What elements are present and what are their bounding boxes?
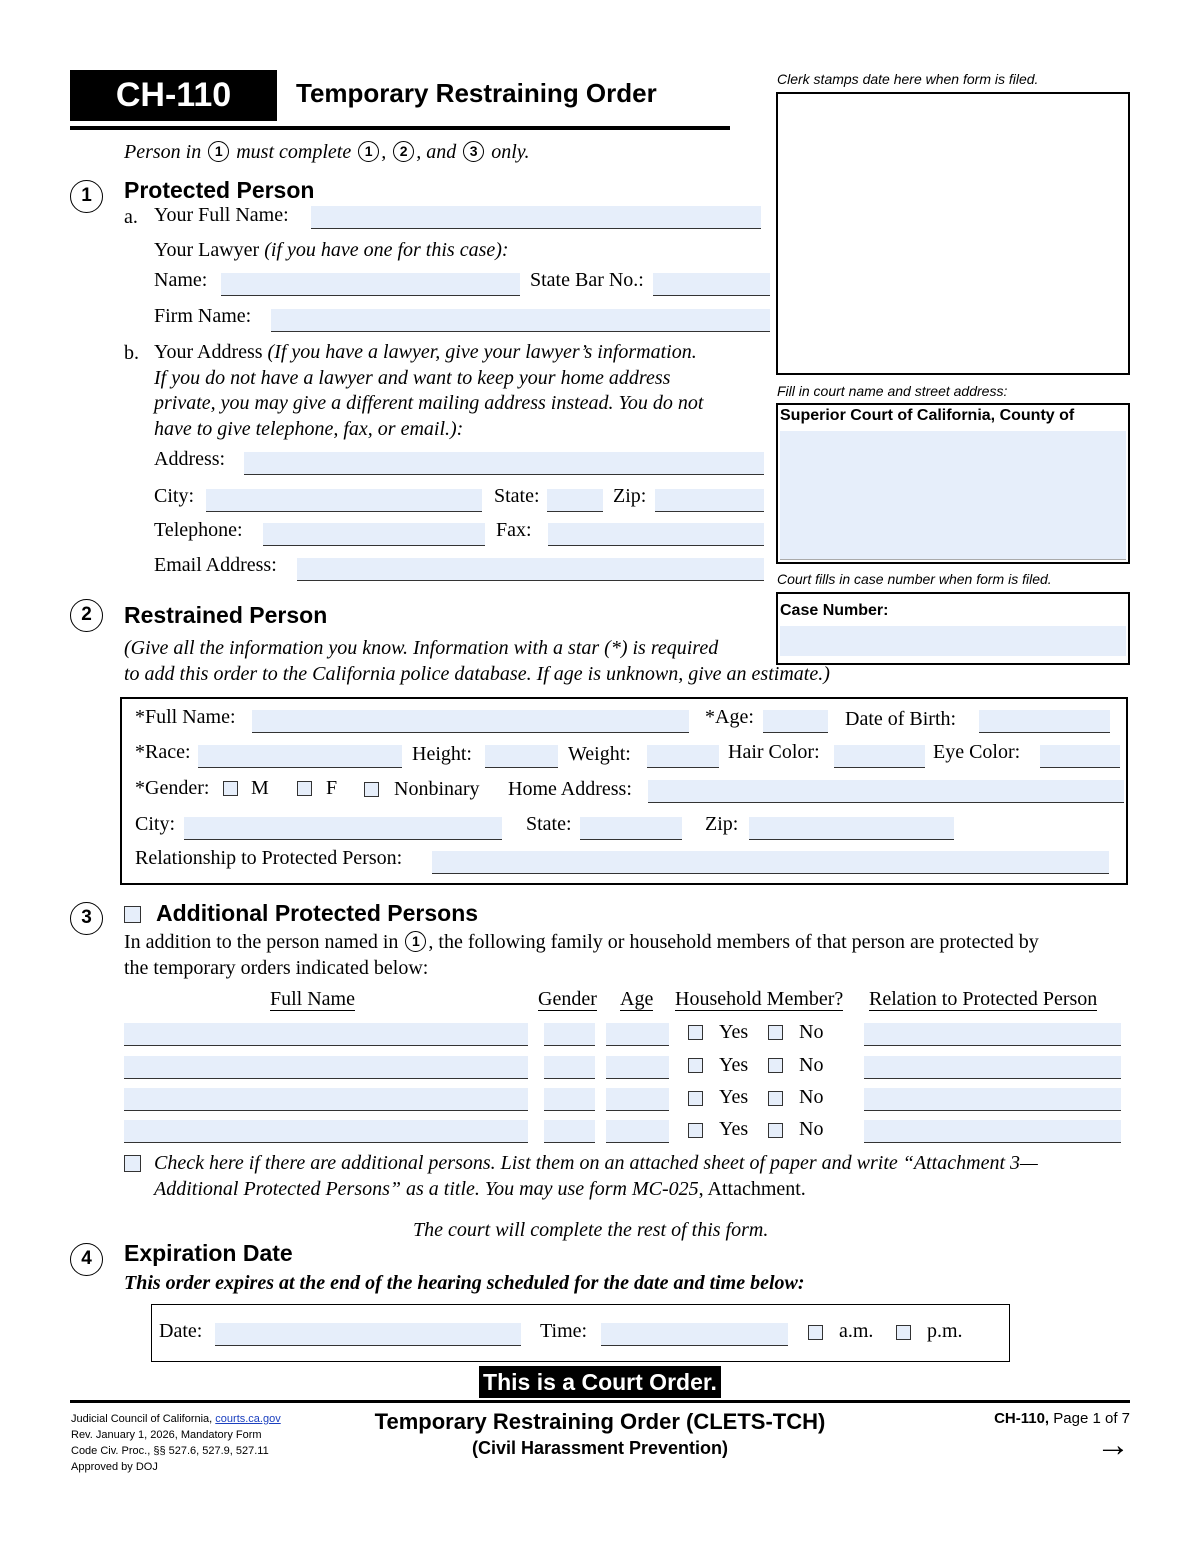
lawyer-name-label: Name: [154,269,208,291]
person-1-yes-label: Yes [719,1021,749,1043]
person-4-yes-checkbox[interactable] [688,1123,703,1138]
your-full-name-label: Your Full Name: [154,204,289,226]
form-title: Temporary Restraining Order [296,78,657,108]
zip-label: Zip: [613,485,647,507]
instr-text-3: , and [416,141,457,163]
rp-state-label: State: [526,813,572,835]
rp-height-field[interactable] [485,745,558,768]
person-3-yes-label: Yes [719,1086,749,1108]
case-number-label: Case Number: [780,602,889,619]
person-2-name-field[interactable] [124,1056,528,1079]
rp-state-field[interactable] [580,817,682,840]
footer-left [71,1411,281,1475]
form-id-badge [70,70,277,121]
person-2-relation-field[interactable] [864,1056,1121,1079]
person-4-relation-field[interactable] [864,1120,1121,1143]
person-2-yes-checkbox[interactable] [688,1058,703,1073]
time-label: Time: [540,1320,588,1342]
time-field[interactable] [601,1323,788,1346]
attachment-note-2b: , Attachment. [698,1178,806,1200]
gender-f-checkbox[interactable] [297,781,312,796]
state-bar-label: State Bar No.: [530,269,644,291]
section-1-title: Protected Person [124,177,315,203]
person-1-yes-checkbox[interactable] [688,1025,703,1040]
person-4-no-label: No [799,1118,824,1140]
rp-dob-label: Date of Birth: [845,708,957,730]
your-lawyer-label [154,239,509,262]
footer-code: Code Civ. Proc., §§ 527.6, 527.9, 527.11 [71,1445,269,1457]
person-3-age-field[interactable] [606,1088,669,1111]
attachment-note-1: Check here if there are additional persons. List them on an attached sheet of paper and write “Attachment 3— [154,1152,1038,1174]
rp-zip-field[interactable] [749,817,954,840]
person-2-age-field[interactable] [606,1056,669,1079]
instr-text-4: only. [491,141,530,163]
footer-rev: Rev. January 1, 2026, Mandatory Form [71,1429,262,1441]
instr-text-2: must complete [236,141,352,163]
additional-persons-checkbox[interactable] [124,906,141,923]
attachment-note-2a: Additional Protected Persons” as a title. You may use form MC-025 [154,1178,699,1200]
section-4-number: 4 [70,1243,103,1276]
section-4-title: Expiration Date [124,1240,293,1266]
gender-nonbinary-label: Nonbinary [394,778,480,800]
person-3-gender-field[interactable] [544,1088,595,1111]
rp-age-label: *Age: [705,706,754,728]
rp-height-label: Height: [412,743,472,765]
pm-label: p.m. [927,1320,963,1342]
section-3-intro-2: the temporary orders indicated below: [124,957,429,979]
person-2-yes-label: Yes [719,1054,749,1076]
telephone-field[interactable] [263,523,485,546]
clerk-stamp-note: Clerk stamps date here when form is filed. [777,71,1039,87]
instr-circle-3: 2 [393,141,414,162]
rp-race-field[interactable] [198,745,402,768]
rp-relationship-field[interactable] [432,851,1109,874]
rp-weight-field[interactable] [647,745,719,768]
intro-text-b: , the following family or household members of that person are protected by [428,931,1039,953]
am-label: a.m. [839,1320,874,1342]
person-1-relation-field[interactable] [864,1023,1121,1046]
rp-home-address-field[interactable] [648,780,1124,803]
telephone-label: Telephone: [154,519,243,541]
rp-city-field[interactable] [184,817,502,840]
section-2-note-1: (Give all the information you know. Information with a star (*) is required [124,637,719,659]
address-instructions [154,340,703,443]
rp-full-name-label: *Full Name: [135,706,236,728]
instruction-line: Person in 1 must complete 1 , 2 , and 3 only. [124,141,530,163]
case-number-box [776,592,1130,665]
fax-label: Fax: [496,519,532,541]
address-note-1: (If you have a lawyer, give your lawyer’s information. [267,341,697,363]
instr-circle-4: 3 [463,141,484,162]
address-note-4: have to give telephone, fax, or email.): [154,418,464,441]
footer-page-number: Page 1 of 7 [1053,1410,1130,1427]
state-bar-field[interactable] [653,273,770,296]
person-4-age-field[interactable] [606,1120,669,1143]
col-header-age: Age [620,988,654,1010]
section-4-subtitle: This order expires at the end of the hearing scheduled for the date and time below: [124,1272,805,1294]
date-field[interactable] [215,1323,521,1346]
firm-name-field[interactable] [271,309,770,332]
footer-subtitle: (Civil Harassment Prevention) [471,1438,729,1458]
firm-name-label: Firm Name: [154,305,252,327]
section-3-title: Additional Protected Persons [156,900,479,926]
item-b-letter: b. [124,342,139,364]
rp-gender-label: *Gender: [135,777,210,799]
person-4-yes-label: Yes [719,1118,749,1140]
rp-hair-field[interactable] [834,745,925,768]
rp-eye-label: Eye Color: [933,741,1021,763]
clerk-stamp-box [776,92,1130,375]
rp-hair-label: Hair Color: [728,741,820,763]
person-3-yes-checkbox[interactable] [688,1091,703,1106]
court-name-box [776,403,1130,564]
gender-m-label: M [251,777,269,799]
rp-dob-field[interactable] [979,710,1110,733]
email-label: Email Address: [154,554,277,576]
section-3-intro-1 [124,931,1039,954]
person-1-name-field[interactable] [124,1023,528,1046]
section-1-number: 1 [70,180,103,213]
court-name-input[interactable] [780,431,1126,560]
footer-form-ref: CH-110, [994,1410,1050,1427]
col-header-relation: Relation to Protected Person [869,988,1098,1010]
court-completes-note: The court will complete the rest of this form. [413,1219,769,1241]
pm-checkbox[interactable] [896,1325,911,1340]
footer-rule [70,1400,1130,1403]
person-1-no-label: No [799,1021,824,1043]
rp-weight-label: Weight: [568,743,631,765]
city-label: City: [154,485,195,507]
case-number-note: Court fills in case number when form is filed. [777,571,1052,587]
col-header-gender: Gender [538,988,597,1010]
section-2-number: 2 [70,599,103,632]
zip-field[interactable] [655,489,764,512]
col-header-full-name: Full Name [270,988,355,1010]
address-note-3: private, you may give a different mailing address instead. You do not [154,392,704,415]
instr-circle-2: 1 [358,141,379,162]
person-1-age-field[interactable] [606,1023,669,1046]
rp-relationship-label: Relationship to Protected Person: [135,847,403,869]
address-label: Address: [154,448,226,470]
instr-circle-1: 1 [208,141,229,162]
person-2-no-checkbox[interactable] [768,1058,783,1073]
gender-f-label: F [326,777,338,799]
section-2-note-2: to add this order to the California police database. If age is unknown, give an estimate.) [124,663,830,685]
person-3-no-label: No [799,1086,824,1108]
rp-home-address-label: Home Address: [508,778,632,800]
instr-text-1: Person in [124,141,202,163]
court-order-banner: This is a Court Order. [479,1366,721,1398]
state-field[interactable] [547,489,603,512]
am-checkbox[interactable] [808,1325,823,1340]
section-3-number: 3 [70,902,103,935]
gender-m-checkbox[interactable] [223,781,238,796]
rp-city-label: City: [135,813,176,835]
rp-full-name-field[interactable] [252,710,689,733]
rp-zip-label: Zip: [705,813,739,835]
address-note-2: If you do not have a lawyer and want to keep your home address [154,366,671,389]
attachment-note-2 [154,1178,806,1201]
col-header-household: Household Member? [675,988,844,1010]
state-label: State: [494,485,540,507]
footer-page-ref [900,1410,1130,1427]
address-intro: Your Address [154,341,263,363]
person-4-name-field[interactable] [124,1120,528,1143]
email-field[interactable] [297,558,764,581]
intro-ref-circle: 1 [405,931,426,952]
section-2-title: Restrained Person [124,602,328,628]
footer-title: Temporary Restraining Order (CLETS-TCH) [374,1409,826,1434]
fax-field[interactable] [548,523,764,546]
person-3-relation-field[interactable] [864,1088,1121,1111]
rp-eye-field[interactable] [1040,745,1120,768]
person-2-no-label: No [799,1054,824,1076]
your-lawyer-text: Your Lawyer [154,239,260,261]
lawyer-name-field[interactable] [221,273,520,296]
person-4-gender-field[interactable] [544,1120,595,1143]
header-rule [70,126,730,130]
additional-attachment-checkbox[interactable] [124,1155,141,1172]
your-full-name-field[interactable] [311,206,761,229]
person-2-gender-field[interactable] [544,1056,595,1079]
intro-text-a: In addition to the person named in [124,931,399,953]
person-3-no-checkbox[interactable] [768,1091,783,1106]
item-a-letter: a. [124,206,138,228]
rp-age-field[interactable] [763,710,828,733]
address-field[interactable] [244,452,764,475]
person-1-gender-field[interactable] [544,1023,595,1046]
your-lawyer-note: (if you have one for this case): [264,239,509,261]
gender-nonbinary-checkbox[interactable] [364,782,379,797]
court-name-note: Fill in court name and street address: [777,383,1008,399]
case-number-input[interactable] [780,626,1126,656]
courts-link[interactable]: courts.ca.gov [215,1413,281,1425]
person-4-no-checkbox[interactable] [768,1123,783,1138]
city-field[interactable] [206,489,482,512]
next-page-arrow-icon[interactable]: → [1096,1426,1130,1464]
court-name-prefix: Superior Court of California, County of [780,407,1075,424]
person-3-name-field[interactable] [124,1088,528,1111]
rp-race-label: *Race: [135,741,191,763]
footer-approved: Approved by DOJ [71,1461,158,1473]
form-id: CH-110 [115,76,232,114]
footer-council: Judicial Council of California, [71,1413,213,1425]
date-label: Date: [159,1320,203,1342]
person-1-no-checkbox[interactable] [768,1025,783,1040]
